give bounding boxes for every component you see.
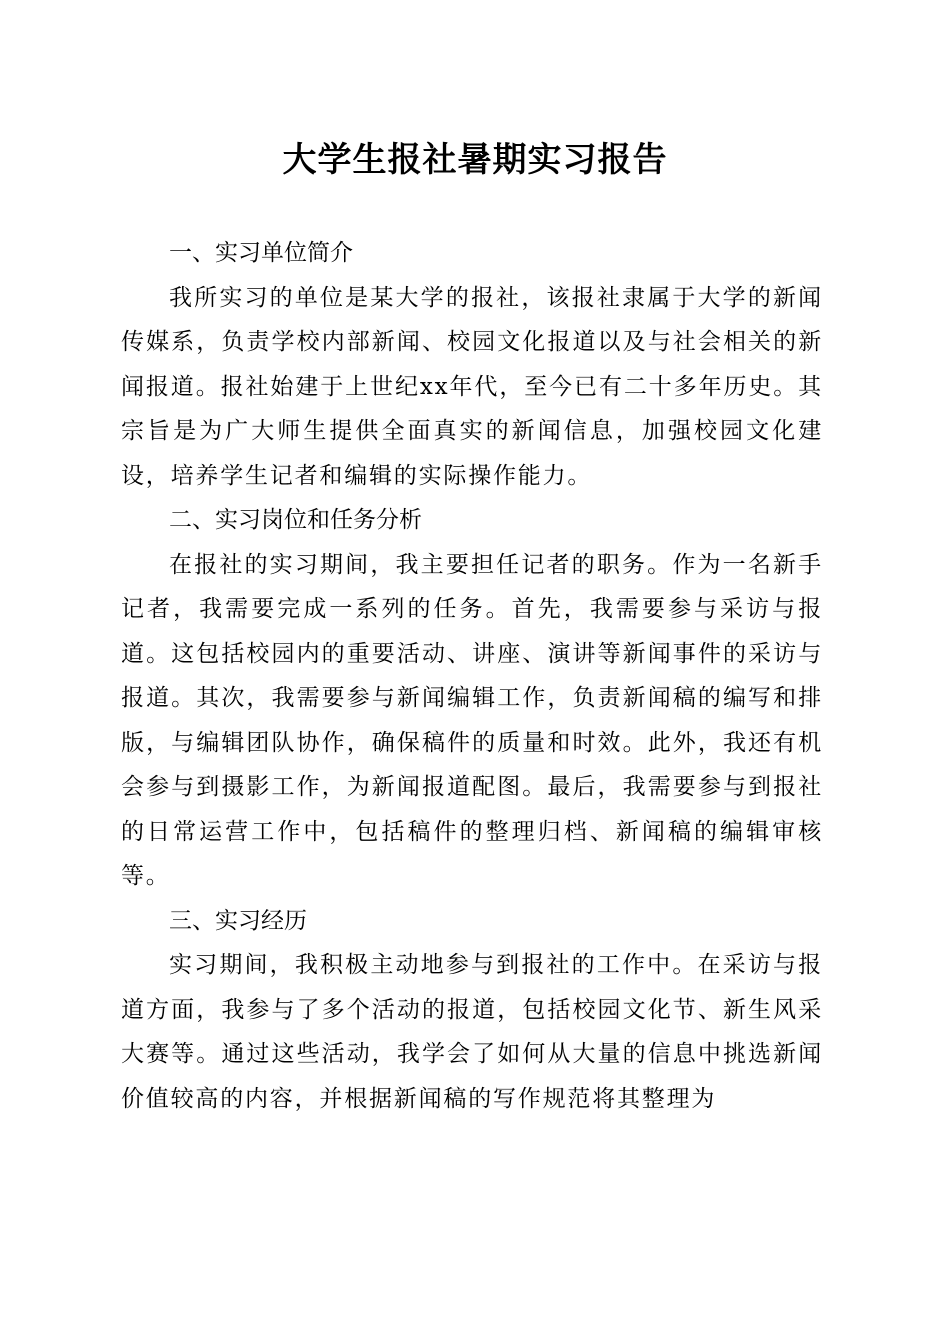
section-unit-intro [121,231,823,498]
section-heading: 一、实习单位简介 [169,240,353,266]
section-paragraph: 实习期间，我积极主动地参与到报社的工作中。在采访与报道方面，我参与了多个活动的报道，包括校园文化节、新生风采大赛等。通过这些活动，我学会了如何从大量的信息中挑选新闻价值较高的内容，并根据新闻稿的写作规范将其整理为 [121,952,823,1112]
section-position-analysis [121,498,823,899]
section-heading: 二、实习岗位和任务分析 [169,507,422,533]
document-body [121,231,823,1121]
section-experience [121,899,823,1122]
document-title: 大学生报社暑期实习报告 [282,140,668,180]
section-heading: 三、实习经历 [169,907,307,934]
section-paragraph: 在报社的实习期间，我主要担任记者的职务。作为一名新手记者，我需要完成一系列的任务。首先，我需要参与采访与报道。这包括校园内的重要活动、讲座、演讲等新闻事件的采访与报道。其次，我需要参与新闻编辑工作，负责新闻稿的编写和排版，与编辑团队协作，确保稿件的质量和时效。此外，我还有机会参与到摄影工作，为新闻报道配图。最后，我需要参与到报社的日常运营工作中，包括稿件的整理归档、新闻稿的编辑审核等。 [121,551,823,889]
section-paragraph: 我所实习的单位是某大学的报社，该报社隶属于大学的新闻传媒系，负责学校内部新闻、校园文化报道以及与社会相关的新闻报道。报社始建于上世纪xx年代，至今已有二十多年历史。其宗旨是为广大师生提供全面真实的新闻信息，加强校园文化建设，培养学生记者和编辑的实际操作能力。 [121,284,823,489]
